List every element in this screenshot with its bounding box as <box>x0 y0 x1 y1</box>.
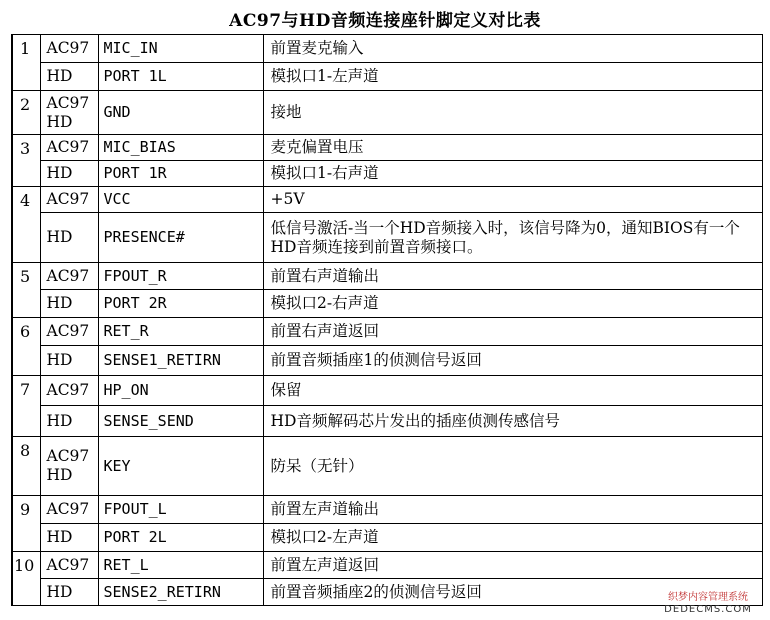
description-cell: +5V <box>263 187 763 213</box>
system-cell: AC97 <box>40 552 98 579</box>
system-cell: HD <box>40 579 98 606</box>
description-cell: HD音频解码芯片发出的插座侦测传感信号 <box>263 406 763 437</box>
table-row <box>12 346 763 376</box>
system-cell: HD <box>40 524 98 552</box>
system-cell: HD <box>40 161 98 187</box>
pin-name-cell: PRESENCE# <box>98 213 263 263</box>
pin-name-cell: SENSE1_RETIRN <box>98 346 263 376</box>
pin-name-cell: RET_L <box>98 552 263 579</box>
table-row <box>12 35 763 63</box>
pin-name-cell: PORT 2L <box>98 524 263 552</box>
table-row <box>12 263 763 290</box>
table-row <box>12 63 763 91</box>
pin-name-cell: HP_ON <box>98 376 263 406</box>
pin-name-cell: VCC <box>98 187 263 213</box>
description-cell: 前置音频插座2的侦测信号返回 <box>263 579 763 606</box>
system-cell: AC97 HD <box>40 91 98 135</box>
pin-name-cell: SENSE2_RETIRN <box>98 579 263 606</box>
table-row <box>12 552 763 579</box>
description-cell: 前置左声道输出 <box>263 496 763 524</box>
pin-name-cell: KEY <box>98 437 263 496</box>
system-cell: AC97 <box>40 496 98 524</box>
table-row <box>12 437 763 496</box>
table-row <box>12 318 763 346</box>
system-cell: AC97 <box>40 35 98 63</box>
pin-number: 4 <box>12 187 40 263</box>
system-cell: AC97 <box>40 263 98 290</box>
pin-number: 5 <box>12 263 40 318</box>
pin-table <box>11 34 763 606</box>
system-cell: AC97 <box>40 187 98 213</box>
table-row <box>12 524 763 552</box>
description-cell: 防呆（无针） <box>263 437 763 496</box>
description-cell: 模拟口2-右声道 <box>263 290 763 318</box>
system-cell: HD <box>40 63 98 91</box>
system-cell: AC97 <box>40 376 98 406</box>
table-row <box>12 187 763 213</box>
table-row <box>12 135 763 161</box>
description-cell: 前置右声道输出 <box>263 263 763 290</box>
page-title: AC97与HD音频连接座针脚定义对比表 <box>229 11 541 31</box>
pin-number: 10 <box>12 552 40 606</box>
table-row <box>12 406 763 437</box>
table-row <box>12 91 763 135</box>
description-cell: 模拟口1-左声道 <box>263 63 763 91</box>
pin-name-cell: FPOUT_L <box>98 496 263 524</box>
pin-name-cell: MIC_BIAS <box>98 135 263 161</box>
pin-name-cell: PORT 1R <box>98 161 263 187</box>
pin-number: 1 <box>12 35 40 91</box>
system-cell: HD <box>40 290 98 318</box>
description-cell: 前置左声道返回 <box>263 552 763 579</box>
description-cell: 低信号激活-当一个HD音频接入时，该信号降为0，通知BIOS有一个HD音频连接到前置音频接口。 <box>263 213 763 263</box>
pin-name-cell: FPOUT_R <box>98 263 263 290</box>
description-cell: 麦克偏置电压 <box>263 135 763 161</box>
system-cell: AC97 HD <box>40 437 98 496</box>
pin-number: 3 <box>12 135 40 187</box>
table-row <box>12 213 763 263</box>
pin-number: 9 <box>12 496 40 552</box>
pin-name-cell: RET_R <box>98 318 263 346</box>
system-cell: HD <box>40 213 98 263</box>
description-cell: 前置右声道返回 <box>263 318 763 346</box>
table-row <box>12 161 763 187</box>
description-cell: 保留 <box>263 376 763 406</box>
watermark-domain: DEDECMS.COM <box>664 604 752 615</box>
pin-name-cell: GND <box>98 91 263 135</box>
description-cell: 接地 <box>263 91 763 135</box>
description-cell: 模拟口2-左声道 <box>263 524 763 552</box>
table-row <box>12 579 763 606</box>
pin-number: 8 <box>12 437 40 496</box>
pin-number: 6 <box>12 318 40 376</box>
table-row <box>12 376 763 406</box>
pin-number: 2 <box>12 91 40 135</box>
table-row <box>12 290 763 318</box>
pin-name-cell: PORT 1L <box>98 63 263 91</box>
system-cell: AC97 <box>40 318 98 346</box>
system-cell: HD <box>40 406 98 437</box>
description-cell: 前置音频插座1的侦测信号返回 <box>263 346 763 376</box>
description-cell: 前置麦克输入 <box>263 35 763 63</box>
site-watermark <box>654 592 762 616</box>
table-row <box>12 496 763 524</box>
pin-number: 7 <box>12 376 40 437</box>
system-cell: HD <box>40 346 98 376</box>
pin-name-cell: PORT 2R <box>98 290 263 318</box>
pin-name-cell: SENSE_SEND <box>98 406 263 437</box>
pin-name-cell: MIC_IN <box>98 35 263 63</box>
watermark-line: 织梦内容管理系统 <box>668 592 748 603</box>
system-cell: AC97 <box>40 135 98 161</box>
description-cell: 模拟口1-右声道 <box>263 161 763 187</box>
